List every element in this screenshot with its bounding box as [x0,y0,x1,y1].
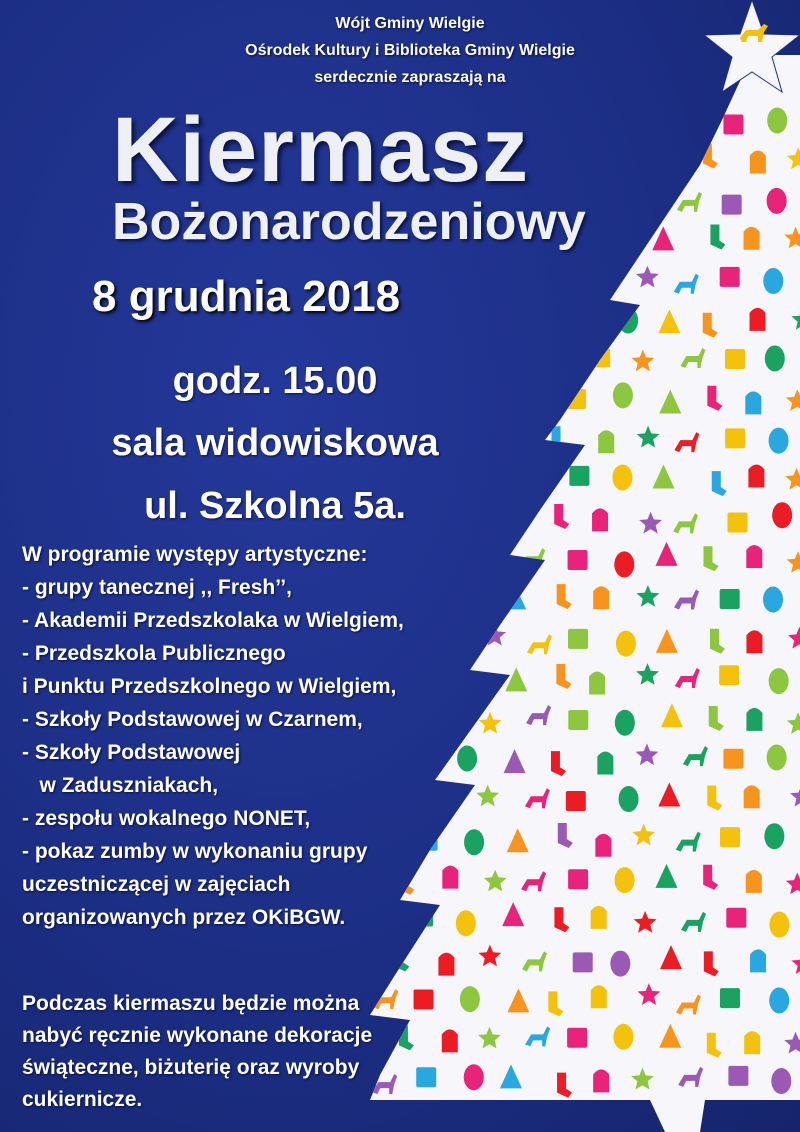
program-item: i Punktu Przedszkolnego w Wielgiem, [22,675,397,698]
mitten-icon [750,308,766,331]
title-line-1: Kiermasz [112,99,530,201]
fair-description [22,988,382,1116]
gift-icon [569,466,589,486]
santa-icon [613,382,633,408]
santa-icon [763,587,783,613]
gift-icon [573,952,593,972]
organizers-block [240,10,580,91]
mitten-icon [750,150,766,173]
mitten-icon [746,708,762,731]
gift-icon [568,869,588,889]
santa-icon [460,986,480,1012]
mitten-icon [597,751,613,774]
santa-icon [769,668,789,694]
event-hour: godz. 15.00 [172,360,378,402]
gift-icon [567,1028,587,1048]
organizer-line: Wójt Gminy Wielgie [335,15,485,32]
santa-icon [615,867,635,893]
gift-icon [723,115,743,135]
mitten-icon [441,545,457,568]
invitation-line: serdecznie zapraszają na [314,69,506,86]
mitten-icon [592,273,608,296]
gift-icon [568,710,588,730]
mitten-icon [442,866,458,889]
fair-line: Podczas kiermaszu będzie można [22,992,360,1015]
stocking-icon [556,268,571,293]
mitten-icon [589,671,605,694]
program-item: organizowanych przez OKiBGW. [22,906,346,929]
gift-icon [720,988,740,1008]
santa-icon [769,428,789,454]
event-street: ul. Szkolna 5a. [144,485,406,527]
gift-icon [720,589,740,609]
gift-icon [725,428,745,448]
mitten-icon [443,628,459,651]
gift-icon [419,755,439,775]
santa-icon [619,786,639,812]
gift-icon [720,267,740,287]
reindeer-icon [682,115,707,135]
program-item: - pokaz zumby w wykonaniu grupy [22,840,368,863]
gift-icon [568,629,588,649]
stocking-icon [549,108,564,133]
santa-icon [618,307,638,333]
santa-icon [767,108,787,134]
star-icon [635,105,658,127]
mitten-icon [746,545,762,568]
gift-icon [568,550,588,570]
santa-icon [610,951,630,977]
mitten-icon [598,430,614,453]
gift-icon [727,513,747,533]
mitten-icon [436,791,452,814]
santa-icon [771,1068,791,1094]
gift-icon [570,147,590,167]
mitten-icon [746,630,762,653]
gift-icon [570,312,590,332]
mitten-icon [750,949,766,972]
christmas-tree-icon [503,265,525,289]
santa-icon [456,266,476,292]
mitten-icon [595,834,611,857]
mitten-icon [593,586,609,609]
star-icon [633,187,656,209]
mitten-icon [595,190,611,213]
mitten-icon [442,1029,458,1052]
program-item: - Szkoły Podstawowej w Czarnem, [22,708,363,731]
title-line-2: Bożonarodzeniowy [112,193,586,251]
gift-icon [725,349,745,369]
santa-icon [613,1024,633,1050]
program-list [22,538,422,934]
christmas-tree-icon [653,143,675,167]
christmas-tree-icon [353,943,375,967]
program-item: - Przedszkola Publicznego [22,642,286,665]
mitten-icon [596,106,612,129]
program-item: - Akademii Przedszkolaka w Wielgiem, [22,609,404,632]
mitten-icon [442,711,458,734]
program-item: w Zaduszniakach, [22,774,219,797]
gift-icon [416,1067,436,1087]
gift-icon [728,1066,748,1086]
santa-icon [457,671,477,697]
mitten-icon [744,785,760,808]
gift-icon [723,749,743,769]
santa-icon [769,912,789,938]
gift-icon [414,989,434,1009]
mitten-icon [593,1069,609,1092]
event-date: 8 grudnia 2018 [92,272,401,321]
program-item: - grupy tanecznej ,, Fresh’’, [22,576,292,599]
star-icon [485,310,508,332]
reindeer-icon [529,314,554,334]
santa-icon [767,745,787,771]
gift-icon [720,827,740,847]
fair-line: świąteczne, biżuterię oraz wyroby [22,1056,360,1079]
santa-icon [456,910,476,936]
mitten-icon [745,391,761,414]
santa-icon [611,222,631,248]
program-item: - Szkoły Podstawowej [22,741,241,764]
santa-icon [457,745,477,771]
mitten-icon [591,906,607,929]
organizer-line: Ośrodek Kultury i Biblioteka Gminy Wielgie [245,42,575,59]
gift-icon [726,908,746,928]
mitten-icon [744,1031,760,1054]
fair-line: nabyć ręcznie wykonane dekoracje [22,1024,373,1047]
mitten-icon [444,311,460,334]
santa-icon [615,710,635,736]
santa-icon [458,590,478,616]
fair-line: cukiernicze. [22,1088,143,1111]
gift-icon [413,265,433,285]
event-hall: sala widowiskowa [111,422,439,464]
santa-icon [763,268,783,294]
santa-icon [613,150,633,176]
reindeer-icon [528,147,553,167]
santa-icon [464,829,484,855]
santa-icon [772,502,792,528]
santa-icon [612,464,632,490]
mitten-icon [594,344,610,367]
program-heading: W programie występy artystyczne: [22,543,368,566]
star-icon [483,543,506,565]
santa-icon [616,631,636,657]
mitten-icon [591,985,607,1008]
santa-icon [614,551,634,577]
santa-icon [769,987,789,1013]
gift-icon [566,791,586,811]
mitten-icon [592,508,608,531]
mitten-icon [438,953,454,976]
santa-icon [765,345,785,371]
program-item: - zespołu wokalnego NONET, [22,807,311,830]
santa-icon [464,1064,484,1090]
gift-icon [421,671,441,691]
santa-icon [764,823,784,849]
gift-icon [722,195,742,215]
gift-icon [719,665,739,685]
santa-icon [767,188,787,214]
mitten-icon [746,870,762,893]
stocking-icon [399,307,414,332]
mitten-icon [744,227,760,250]
mitten-icon [748,465,764,488]
program-item: uczestniczącej w zajęciach [22,873,291,896]
